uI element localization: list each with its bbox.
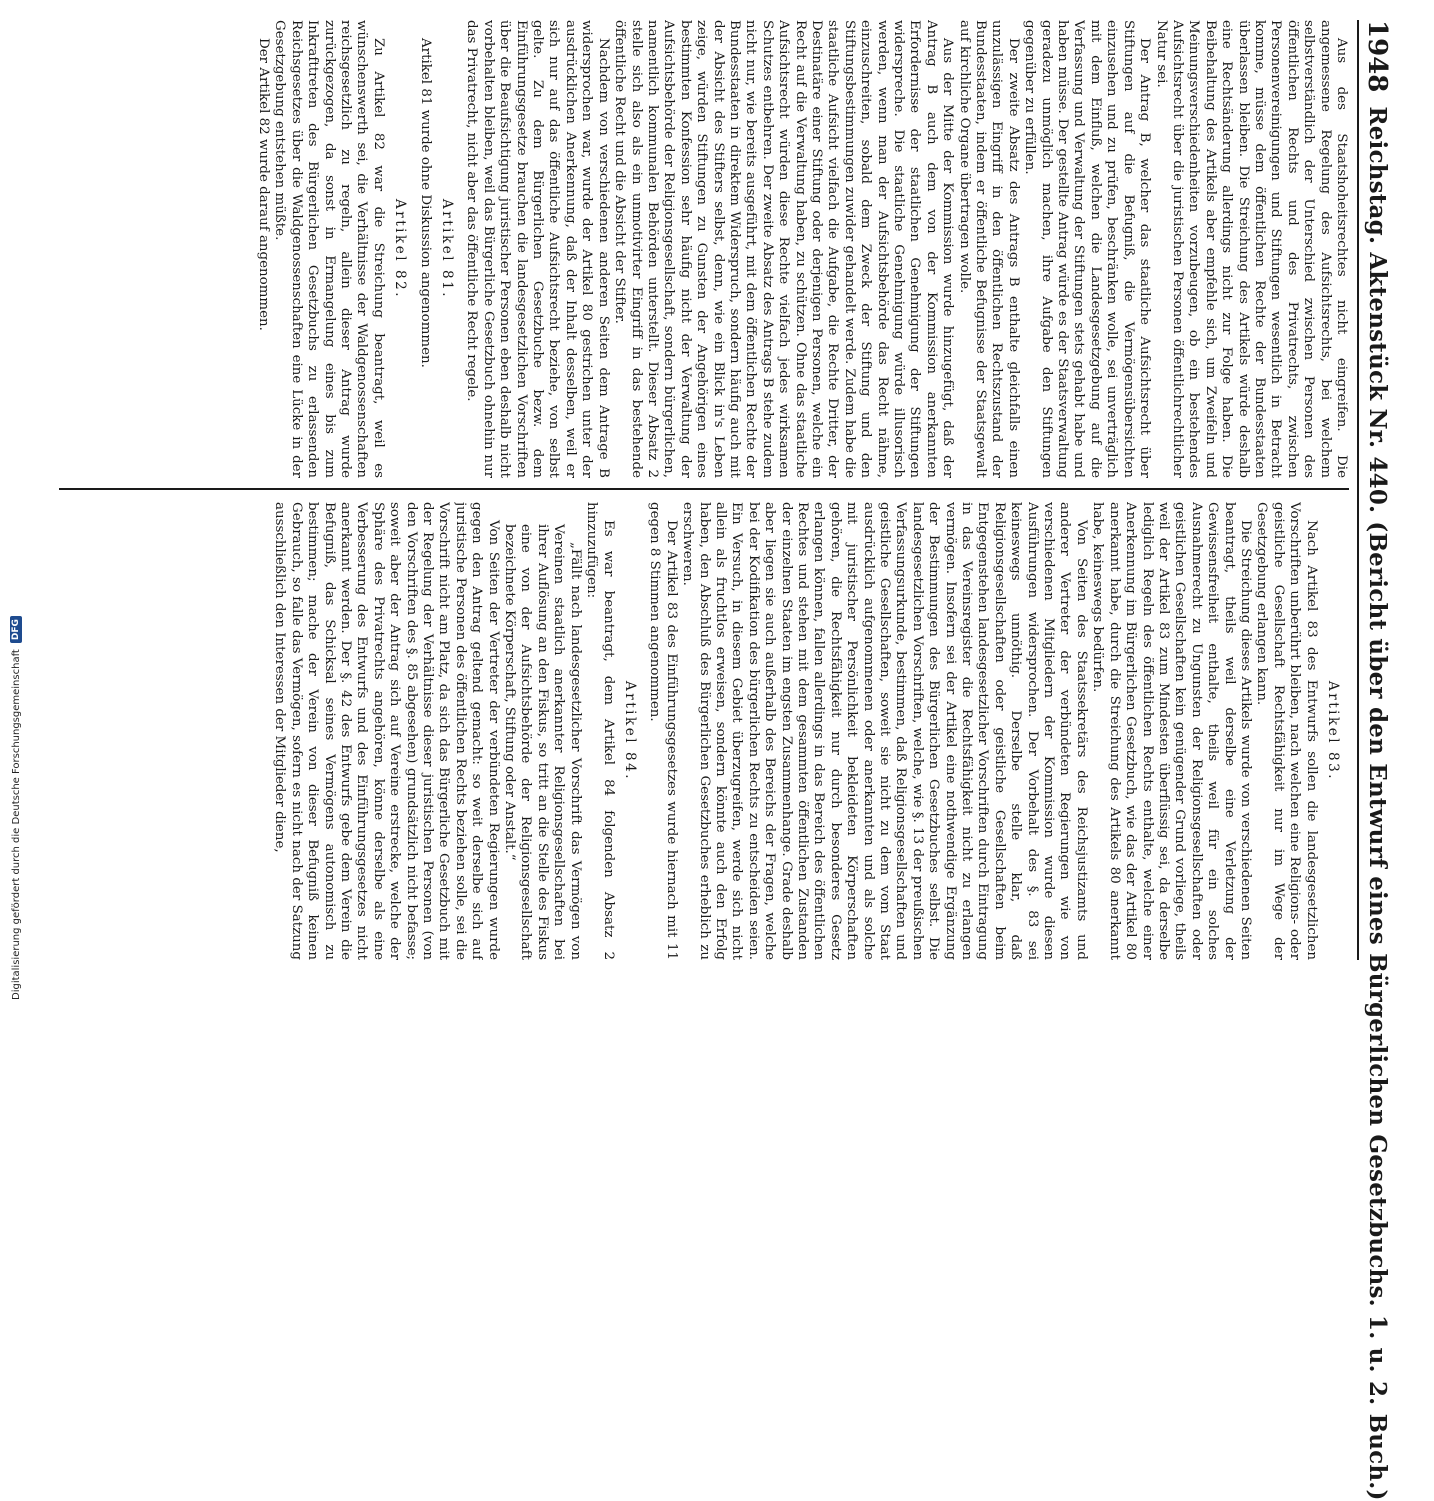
paragraph: Artikel 81 wurde ohne Diskussion angenommen. [417,38,433,368]
paragraph: Nach Artikel 83 des Entwurfs sollen die landesgesetzlichen Vorschriften unberührt bleiben, nach welchen eine Religions- oder geistliche Gesellschaft Rechtsfähigkeit nur im Wege der Gesetzgebung erlangen kann. [1254,502,1319,960]
paragraph: Nachdem von verschiedenen anderen Seiten dem Antrage B widersprochen war, wurde der Artikel 80 gestrichen unter der ausdrücklichen Anerkennung, daß der Inhalt desselben, weil er sich nur auf das öffentliche Aufsichtsrecht beziehe, von selbst gelte. Zu dem Bürgerlichen Gesetzbuche bezw. dem Einführungsgesetze brauchen die landesgesetzlichen Vorschriften über die Beaufsichtigung juristischer Personen eben deshalb nicht vorbehalten bleiben, weil das Bürgerliche Gesetzbuch ohnehin nur das Privatrecht, nicht aber das öffentliche Recht regele. [464,20,611,478]
credit-text: Digitalisierung gefördert durch die Deutsche Forschungsgemeinschaft [10,649,22,1000]
running-title: Reichstag. Aktenstück Nr. 440. (Bericht über den Entwurf eines Bürgerlichen Gesetzbuchs. 1. u. 2. Buch.) [1364,106,1391,1501]
paragraph: Zu Artikel 82 war die Streichung beantragt, weil es wünschenswerth sei, die Verhältnisse der Waldgenossenschaften reichsgesetzlich zu regeln, allein dieser Antrag wurde zurückgezogen, da sonst in Ermangelung eines bis zum Inkrafttreten des Bürgerlichen Gesetzbuchs zu erlassenden Reichsgesetzes über die Waldgenossenschaften eine Lücke in der Gesetzgebung entstehen müßte. [272,20,386,478]
article-heading: Artikel 83. [1325,680,1341,782]
page-header [1357,20,1397,1501]
right-text-column [49,502,1349,960]
document-page [37,12,1397,1501]
paragraph: Von Seiten des Staatssekretärs des Reichsjustizamts und anderer Vertreter der verbündeten Regierungen wie von verschiedenen Mitgliedern der Kommission wurde diesen Ausführungen widersprochen. Der Vorbehalt des §. 83 sei keineswegs unnöthig. Derselbe stelle klar, daß Religionsgesellschaften oder geistliche Gesellschaften beim Entgegenstehen landesgesetzlicher Vorschriften durch Eintragung in das Vereinsregister die Rechtsfähigkeit nicht zu erlangen vermögen. Insofern sei der Artikel eine nothwendige Ergänzung der Bestimmungen des Bürgerlichen Gesetzbuches selbst. Die landesgesetzlichen Vorschriften, welche, wie §. 13 der preußischen Verfassungsurkunde, bestimmen, daß Religionsgesellschaften und geistliche Gesellschaften, soweit sie nicht zu dem vom Staat ausdrücklich aufgenommenen oder anerkannten und als solche mit juristischer Persönlichkeit bekleideten Körperschaften gehören, die Rechtsfähigkeit nur durch besonderes Gesetz erlangen können, fallen allerdings in das Bereich des öffentlichen Rechtes und stehen mit dem gesammten öffentlichen Zustanden der einzelnen Staaten im engsten Zusammenhange. Grade deshalb aber liegen sie auch außerhalb des Bereichs der Fragen, welche bei der Kodifikation des bürgerlichen Rechts zu entscheiden seien. Ein Versuch, in diesem Gebiet überzugreifen, werde sich nicht allein als fruchtlos erweisen, sondern könnte auch den Erfolg haben, den Abschluß des Bürgerlichen Gesetzbuches erheblich zu erschweren. [680,502,1089,960]
article-heading: Artikel 82. [392,198,409,300]
paragraph: Der Artikel 82 wurde darauf angenommen. [256,38,271,331]
paragraph: Es war beantragt, dem Artikel 84 folgenden Absatz 2 hinzuzufügen: [584,502,616,960]
paragraph: Der zweite Absatz des Antrags B enthalte gleichfalls einen unzulässigen Eingriff in den öffentlichen Rechtszustand der Bundesstaaten, indem er öffentliche Befugnisse der Staatsgewalt auf kirchliche Organe übertragen wolle. [956,20,1021,478]
left-text-column [49,20,1349,478]
quoted-amendment: „Fällt nach landesgesetzlicher Vorschrift das Vermögen von Vereinen staatlich anerkannter Religionsgesellschaften bei ihrer Auflösung an den Fiskus, so tritt an die Stelle des Fiskus eine von der Aufsichtsbehörde der Religionsgesellschaft bezeichnete Körperschaft, Stiftung oder Anstalt.“ [502,524,583,960]
digitization-credit [6,0,26,1000]
dfg-logo-icon: DFG [10,616,22,643]
paragraph: Der Antrag B, welcher das staatliche Aufsichtsrecht über Stiftungen auf die Befugniß, die Vermögensübersichten einzusehen und zu prüfen, beschränken wolle, sei unverträglich mit dem Einfluß, welchen die Landesgesetzgebung auf die Verfassung und Verwaltung der Stiftungen stets gehabt habe und haben müsse. Der gestellte Antrag würde es der Staatsverwaltung geradezu unmöglich machen, ihre Aufgabe den Stiftungen gegenüber zu erfüllen. [1022,20,1153,478]
article-heading: Artikel 84. [621,680,638,782]
paragraph: Von Seiten der Vertreter der verbündeten Regierungen wurde gegen den Antrag geltend gemacht: so weit derselbe sich auf juristische Personen des öffentlichen Rechts beziehen solle, sei die Vorschrift nicht am Platz, da sich das Bürgerliche Gesetzbuch mit der Regelung der Verhältnisse dieser juristischen Personen (von den Vorschriften des §. 85 abgesehen) grundsätzlich nicht befasse; soweit aber der Antrag sich auf Vereine erstrecke, welche der Sphäre des Privatrechts angehören, könne derselbe als eine Verbesserung des Entwurfs und des Einführungsgesetzes nicht anerkannt werden. Der §. 42 des Entwurfs gebe dem Verein die Befugniß, das Schicksal seines Vermögens autonomisch zu bestimmen; mache der Verein von dieser Befugniß keinen Gebrauch, so falle das Vermögen, sofern es nicht nach der Satzung ausschließlich den Interessen der Mitglieder diene, [272,502,501,960]
page-number: 1948 [1362,20,1392,93]
paragraph: Aus der Mitte der Kommission wurde hinzugefügt, daß der Antrag B auch dem von der Kommission anerkannten Erfordernisse der staatlichen Genehmigung der Stiftungen widerspreche. Die staatliche Genehmigung würde illusorisch werden, wenn man der Aufsichtsbehörde das Recht nähme, einzuschreiten, sobald dem Zweck der Stiftung und den Stiftungsbestimmungen zuwider gehandelt werde. Zudem habe die staatliche Aufsicht vielfach die Aufgabe, die Rechte Dritter, der Destinatäre einer Stiftung oder derjenigen Personen, welche ein Recht auf die Verwaltung haben, zu schützen. Ohne das staatliche Aufsichtsrecht würden diese Rechte vielfach jedes wirksamen Schutzes entbehren. Der zweite Absatz des Antrags B stehe zudem nicht nur, wie bereits ausgeführt, mit dem öffentlichen Rechte der Bundesstaaten in direktem Widerspruch, sondern häufig auch mit der Absicht des Stifters selbst, denn, wie ein Blick in's Leben zeige, würden Stiftungen zu Gunsten der Angehörigen eines bestimmten Konfession sehr häufig nicht der Verwaltung der Aufsichtsbehörde der Religionsgesellschaft, sondern bürgerlichen, namentlich kommunalen Behörden unterstellt. Dieser Absatz 2 stelle sich also als ein unmotivirter Eingriff in das bestehende öffentliche Recht und die Absicht der Stifter. [612,20,956,478]
paragraph: Der Artikel 83 des Einführungsgesetzes wurde hiernach mit 11 gegen 8 Stimmen angenommen. [647,502,679,960]
paragraph: Die Streichung dieses Artikels wurde von verschiedenen Seiten beantragt, theils weil derselbe eine Verletzung der Gewissensfreiheit enthalte, theils weil für ein solches Ausnahmerecht zu Ungunsten der Religionsgesellschaften oder geistlichen Gesellschaften kein genügender Grund vorliege, theils weil der Artikel 83 zum Mindesten überflüssig sei, da derselbe lediglich Regeln des öffentlichen Rechts enthalte, welche einer Anerkennung im Bürgerlichen Gesetzbuch, wie das der Artikel 80 anerkannt habe, durch die Streichung des Artikels 80 anerkannt habe, keineswegs bedürfen. [1090,502,1253,960]
paragraph: Aus des Staatshoheitsrechtes nicht eingreifen. Die angemessene Regelung des Aufsichtsrechts, bei welchem selbstverständlich der Unterschied zwischen Personen des öffentlichen Rechts und des Privatrechts, zwischen Personenvereinigungen und Stiftungen wesentlich in Betracht komme, müsse dem öffentlichen Rechte der Bundesstaaten überlassen bleiben. Die Streichung des Artikels würde deshalb eine Rechtsänderung allerdings nicht zur Folge haben. Die Beibehaltung des Artikels aber empfehle sich, um Zweifeln und Meinungsverschiedenheiten vorzubeugen, ob ein bestehendes Aufsichtsrecht über die juristischen Personen öffentlichrechtlicher Natur sei. [1153,20,1349,478]
article-heading: Artikel 81. [439,198,456,300]
column-divider [59,488,1349,490]
